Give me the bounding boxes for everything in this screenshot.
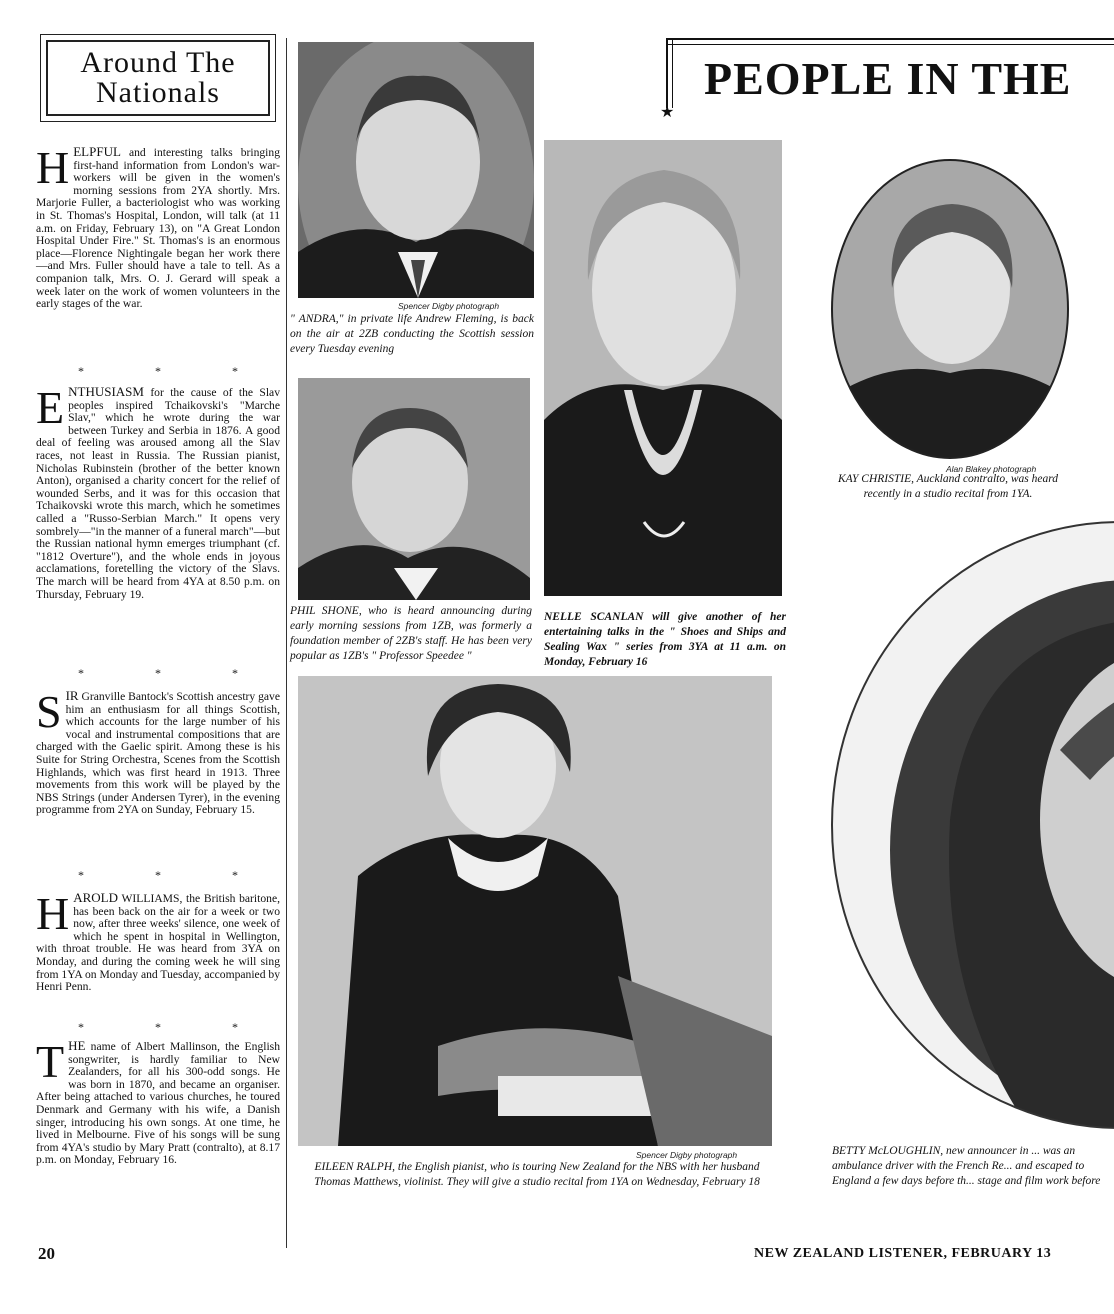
- drop-cap: E: [36, 382, 65, 433]
- masthead-line-1: Around The: [80, 46, 236, 79]
- masthead-line-2: Nationals: [96, 76, 220, 109]
- story-lead-word: IR: [65, 688, 79, 703]
- story-body: name of Albert Mallinson, the English songwriter, is hardly familiar to New Zealanders, for all his 300-odd songs. He was born in 1870, and became an organiser. After being attached to various churches, he toured Denmark and Germany with his wife, a Danish singer, introducing his own songs. At one time, he lived in Melbourne. Five of his songs will be sung from 4YA's studio by Mary Pratt (contralto), at 8.17 p.m. on Monday, February 16.: [36, 1040, 280, 1167]
- photo-nelle-scanlan: [544, 140, 782, 596]
- story-talks: [36, 142, 280, 311]
- star-ornament-icon: ★: [660, 102, 675, 121]
- publication-line: NEW ZEALAND LISTENER, FEBRUARY 13: [754, 1246, 1052, 1261]
- story-body: for the cause of the Slav peoples inspired Tchaikovski's "Marche Slav," which he wrote during the war between Turkey and Serbia in 1876. A good deal of feeling was aroused among all the Slav races, not least in Russia. The Russian pianist, Nicholas Rubinstein (brother of the better known Anton), organised a charity concert for the relief of wounded Serbs, and it was for this occasion that Tchaikovski wrote this march, which he sometimes called a "Russo-Serbian March." It opens very sombrely—"in the manner of a funeral march"—but the Russian national hymn emerges triumphant (cf. "1812 Overture"), and the whole ends in joyous acclamations, foretelling the victory of the Slavs. The march will be heard from 4YA at 8.50 p.m. on Thursday, February 19.: [36, 386, 280, 601]
- caption-phil-shone: PHIL SHONE, who is heard announcing during early morning sessions from 1ZB, was formerly a foundation member of 2ZB's staff. He has been very popular as 1ZB's " Professor Speedee ": [290, 605, 532, 662]
- photo-eileen-ralph: [298, 676, 772, 1146]
- caption-eileen-ralph: EILEEN RALPH, the English pianist, who is touring New Zealand for the NBS with her husband Thomas Matthews, violinist. They will give a studio recital from 1YA on Wednesday, February 18: [314, 1161, 760, 1188]
- caption-kay-christie: KAY CHRISTIE, Auckland contralto, was heard recently in a studio recital from 1YA.: [837, 473, 1059, 500]
- separator-stars: * * *: [78, 1020, 272, 1034]
- story-body: Granville Bantock's Scottish ancestry gave him an enthusiasm for all things Scottish, which accounts for the large number of his vocal and instrumental compositions that are charged with the Gaelic spirit. Among these is his Suite for String Orchestra, Scenes from the Scottish Highlands, which was first heard in 1913. Three movements from this work will be played by the NBS Strings (under Andersen Tyrer), in the evening programme from 2YA on Sunday, February 15.: [36, 690, 280, 817]
- photo-andra: [298, 42, 534, 298]
- story-lead-word: AROLD: [73, 890, 119, 905]
- drop-cap: T: [36, 1036, 65, 1087]
- story-lead-word: HE: [68, 1038, 86, 1053]
- photo-credit-andra: Spencer Digby photograph: [398, 301, 500, 311]
- caption-andra: " ANDRA," in private life Andrew Fleming, is back on the air at 2ZB conducting the Scottish session every Tuesday evening: [290, 313, 534, 355]
- story-lead-word: NTHUSIASM: [68, 384, 144, 399]
- photo-credit-kay: Alan Blakey photograph: [946, 464, 1037, 474]
- story-harold-williams: [36, 888, 280, 994]
- page-number: 20: [38, 1244, 55, 1263]
- caption-nelle-scanlan: NELLE SCANLAN will give another of her entertaining talks in the " Shoes and Ships and Sealing Wax " series from 3YA at 11 a.m. on Monday, February 16: [544, 611, 786, 668]
- photo-credit-eileen: Spencer Digby photograph: [636, 1150, 738, 1160]
- story-body: WILLIAMS, the British baritone, has been back on the air for a week or two now, after three weeks' silence, one week of which he spent in hospital in Wellington, with throat trouble. He was heard from 3YA on Monday, and during the coming week he will sing from 1YA on Monday and Tuesday, accompanied by Henri Penn.: [36, 892, 280, 994]
- photo-betty-mcloughlin: [830, 520, 1114, 1130]
- photo-kay-christie: [830, 158, 1070, 460]
- story-mallinson: [36, 1036, 280, 1167]
- column-rule: [286, 38, 287, 1248]
- story-lead-word: ELPFUL: [73, 144, 121, 159]
- story-bantock: [36, 686, 280, 817]
- separator-stars: * * *: [78, 868, 272, 882]
- caption-betty-mcloughlin: BETTY McLOUGHLIN, new announcer in ... was an ambulance driver with the French Re... and escaped to England a few days before th... stage and film work before: [832, 1145, 1101, 1187]
- separator-stars: * * *: [78, 364, 272, 378]
- drop-cap: S: [36, 686, 62, 737]
- page-headline: PEOPLE IN THE: [704, 53, 1072, 104]
- drop-cap: H: [36, 142, 70, 193]
- separator-stars: * * *: [78, 666, 272, 680]
- photo-phil-shone: [298, 378, 530, 600]
- drop-cap: H: [36, 888, 70, 939]
- story-body: and interesting talks bringing first-hand information from London's war-workers will be given in the women's morning sessions from 2YA shortly. Mrs. Marjorie Fuller, a bacteriologist who was working in St. Thomas's Hospital, London, will talk (at 11 a.m. on Friday, February 13), on "A Great London Hospital Under Fire." St. Thomas's is an enormous place—Florence Nightingale began her work there—and Mrs. Fuller should have a tale to tell. As a companion talk, Mrs. O. J. Gerard will speak a week later on the work of women volunteers in the early stages of the war.: [36, 146, 280, 311]
- section-masthead: [40, 34, 276, 122]
- story-marche-slav: [36, 382, 280, 601]
